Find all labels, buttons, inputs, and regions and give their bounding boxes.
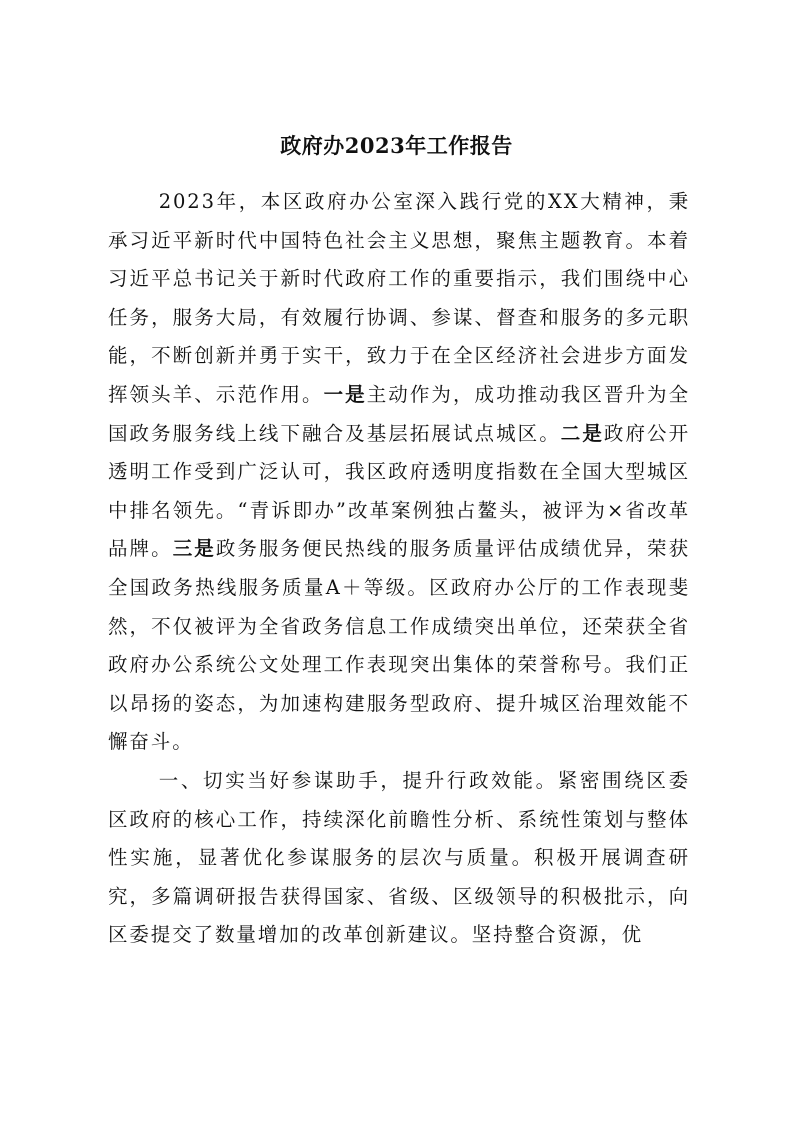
document-title: 政府办2023年工作报告 bbox=[280, 133, 513, 158]
emphasis-first: 一是 bbox=[323, 382, 367, 406]
document-body bbox=[108, 183, 690, 955]
paragraph-section-one: 一、切实当好参谋助手，提升行政效能。紧密围绕区委区政府的核心工作，持续深化前瞻性分析、系统性策划与整体性实施，显著优化参谋服务的层次与质量。积极开展调查研究，多篇调研报告获得国家、省级、区级领导的积极批示，向区委提交了数量增加的改革创新建议。坚持整合资源，优 bbox=[108, 768, 690, 947]
paragraph-text: 主动作为，成功推动我区晋升为全国政务服务线上线下融合及基层拓展试点城区。 bbox=[108, 382, 690, 445]
paragraph-text: 政府公开透明工作受到广泛认可，我区政府透明度指数在全国大型城区中排名领先。“青诉即办”改革案例独占鳌头，被评为×省改革品牌。 bbox=[108, 421, 690, 561]
emphasis-third: 三是 bbox=[172, 537, 216, 561]
emphasis-second: 二是 bbox=[560, 421, 604, 445]
paragraph-text: 政务服务便民热线的服务质量评估成绩优异，荣获全国政务热线服务质量A＋等级。区政府办公厅的工作表现斐然，不仅被评为全省政务信息工作成绩突出单位，还荣获全省政府办公系统公文处理工作表现突出集体的荣誉称号。我们正以昂扬的姿态，为加速构建服务型政府、提升城区治理效能不懈奋斗。 bbox=[108, 537, 690, 754]
paragraph-text: 2023年，本区政府办公室深入践行党的XX大精神，秉承习近平新时代中国特色社会主义思想，聚焦主题教育。本着习近平总书记关于新时代政府工作的重要指示，我们围绕中心任务，服务大局，有效履行协调、参谋、督查和服务的多元职能，不断创新并勇于实干，致力于在全区经济社会进步方面发挥领头羊、示范作用。 bbox=[108, 190, 690, 406]
paragraph-summary bbox=[108, 183, 690, 762]
